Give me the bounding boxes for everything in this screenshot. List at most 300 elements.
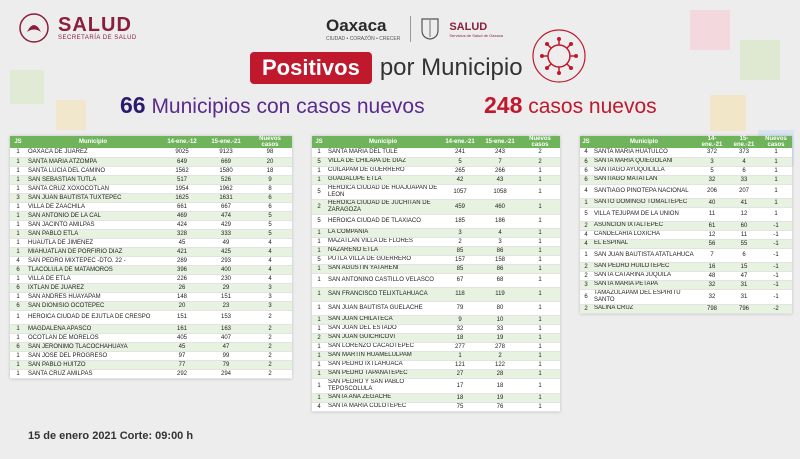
table-header-row bbox=[580, 136, 792, 148]
table-header-row bbox=[312, 136, 560, 148]
table-row bbox=[312, 287, 560, 301]
prev-cases-cell: 661 bbox=[160, 202, 204, 211]
js-cell: 1 bbox=[312, 360, 326, 369]
new-cases-cell: -1 bbox=[760, 239, 792, 248]
js-cell: 1 bbox=[312, 301, 326, 315]
table-row bbox=[312, 378, 560, 393]
table-row bbox=[312, 301, 560, 315]
municipio-cell: SANTA CATARINA JUQUILA bbox=[592, 271, 696, 280]
new-cases-cell: 1 bbox=[520, 237, 560, 246]
municipio-cell: SANTA MARIA DEL TULE bbox=[326, 148, 440, 157]
municipio-cell: SAN JUAN BAUTISTA TUXTEPEC bbox=[26, 193, 160, 202]
prev-cases-cell: 11 bbox=[696, 207, 728, 221]
prev-cases-cell: 56 bbox=[696, 239, 728, 248]
municipio-cell: SAN SEBASTIAN TUTLA bbox=[26, 175, 160, 184]
column-header: Municipio bbox=[26, 136, 160, 148]
municipio-cell: VILLA DE ZAACHILA bbox=[26, 202, 160, 211]
current-cases-cell: 425 bbox=[204, 247, 248, 256]
casos-summary bbox=[484, 92, 657, 119]
oaxaca-logo-subtitle: CIUDAD • CORAZÓN • CRECER bbox=[326, 36, 401, 42]
table-row bbox=[312, 228, 560, 237]
current-cases-cell: 10 bbox=[480, 315, 520, 324]
js-cell: 4 bbox=[312, 402, 326, 411]
js-cell: 6 bbox=[580, 289, 592, 304]
current-cases-cell: 9123 bbox=[204, 148, 248, 157]
new-cases-cell: 2 bbox=[248, 342, 292, 351]
table-row bbox=[580, 271, 792, 280]
current-cases-cell: 11 bbox=[728, 230, 760, 239]
new-cases-cell: 1 bbox=[520, 255, 560, 264]
prev-cases-cell: 20 bbox=[160, 301, 204, 310]
table-row bbox=[10, 238, 292, 247]
municipio-cell: SAN DIONISIO OCOTEPEC bbox=[26, 301, 160, 310]
prev-cases-cell: 26 bbox=[160, 283, 204, 292]
js-cell: 2 bbox=[312, 199, 326, 214]
js-cell: 3 bbox=[10, 193, 26, 202]
new-cases-cell: 1 bbox=[520, 175, 560, 184]
table-header-row bbox=[10, 136, 292, 148]
current-cases-cell: 60 bbox=[728, 221, 760, 230]
prev-cases-cell: 1562 bbox=[160, 166, 204, 175]
municipio-cell: SANTA CRUZ AMILPAS bbox=[26, 369, 160, 378]
current-cases-cell: 76 bbox=[480, 402, 520, 411]
js-cell: 1 bbox=[312, 315, 326, 324]
prev-cases-cell: 421 bbox=[160, 247, 204, 256]
new-cases-cell: 6 bbox=[248, 193, 292, 202]
new-cases-cell: 1 bbox=[520, 273, 560, 287]
table-row bbox=[312, 175, 560, 184]
salud-logo-text: SALUD bbox=[58, 14, 132, 36]
new-cases-cell: 4 bbox=[248, 256, 292, 265]
js-cell: 5 bbox=[580, 207, 592, 221]
prev-cases-cell: 396 bbox=[160, 265, 204, 274]
municipio-cell: HEROICA CIUDAD DE TLAXIACO bbox=[326, 214, 440, 228]
js-cell: 1 bbox=[10, 220, 26, 229]
municipio-cell: SANTA MARIA HUATULCO bbox=[592, 148, 696, 157]
prev-cases-cell: 67 bbox=[440, 273, 480, 287]
prev-cases-cell: 121 bbox=[440, 360, 480, 369]
table-row bbox=[10, 247, 292, 256]
municipio-cell: SANTA MARIA QUIEGOLANI bbox=[592, 157, 696, 166]
table-row bbox=[312, 148, 560, 157]
new-cases-cell: 1 bbox=[760, 184, 792, 198]
table-row bbox=[10, 310, 292, 324]
current-cases-cell: 667 bbox=[204, 202, 248, 211]
table-row bbox=[312, 351, 560, 360]
js-cell: 2 bbox=[580, 221, 592, 230]
js-cell: 6 bbox=[10, 283, 26, 292]
js-cell: 1 bbox=[580, 198, 592, 207]
js-cell: 1 bbox=[10, 324, 26, 333]
new-cases-cell: 1 bbox=[520, 369, 560, 378]
current-cases-cell: 3 bbox=[480, 237, 520, 246]
current-cases-cell: 4 bbox=[728, 157, 760, 166]
js-cell: 4 bbox=[580, 239, 592, 248]
current-cases-cell: 153 bbox=[204, 310, 248, 324]
current-cases-cell: 230 bbox=[204, 274, 248, 283]
js-cell: 2 bbox=[312, 333, 326, 342]
table-row bbox=[580, 280, 792, 289]
new-cases-cell: 1 bbox=[520, 184, 560, 199]
current-cases-cell: 294 bbox=[204, 369, 248, 378]
current-cases-cell: 68 bbox=[480, 273, 520, 287]
prev-cases-cell: 161 bbox=[160, 324, 204, 333]
new-cases-cell: 1 bbox=[760, 198, 792, 207]
column-header: JS bbox=[10, 136, 26, 148]
table-row bbox=[10, 351, 292, 360]
table-row bbox=[312, 360, 560, 369]
new-cases-cell: 1 bbox=[520, 315, 560, 324]
municipio-cell: SAN PEDRO HUILOTEPEC bbox=[592, 262, 696, 271]
new-cases-cell: 1 bbox=[520, 246, 560, 255]
prev-cases-cell: 5 bbox=[696, 166, 728, 175]
municipio-cell: SAN JUAN DEL ESTADO bbox=[326, 324, 440, 333]
js-cell: 1 bbox=[10, 351, 26, 360]
new-cases-cell: 1 bbox=[760, 207, 792, 221]
prev-cases-cell: 40 bbox=[696, 198, 728, 207]
prev-cases-cell: 9025 bbox=[160, 148, 204, 157]
current-cases-cell: 86 bbox=[480, 246, 520, 255]
js-cell: 1 bbox=[10, 157, 26, 166]
column-header: Nuevos casos bbox=[760, 136, 792, 148]
prev-cases-cell: 45 bbox=[160, 342, 204, 351]
prev-cases-cell: 27 bbox=[440, 369, 480, 378]
prev-cases-cell: 16 bbox=[696, 262, 728, 271]
table-row bbox=[10, 175, 292, 184]
table-row bbox=[312, 393, 560, 402]
current-cases-cell: 407 bbox=[204, 333, 248, 342]
municipios-summary bbox=[120, 92, 425, 119]
prev-cases-cell: 372 bbox=[696, 148, 728, 157]
table-row bbox=[10, 360, 292, 369]
prev-cases-cell: 277 bbox=[440, 342, 480, 351]
current-cases-cell: 333 bbox=[204, 229, 248, 238]
new-cases-cell: -1 bbox=[760, 221, 792, 230]
new-cases-cell: 18 bbox=[248, 166, 292, 175]
prev-cases-cell: 5 bbox=[440, 157, 480, 166]
municipio-cell: GUADALUPE ETLA bbox=[326, 175, 440, 184]
column-header: 15-ene.-21 bbox=[480, 136, 520, 148]
prev-cases-cell: 1 bbox=[440, 351, 480, 360]
js-cell: 4 bbox=[580, 184, 592, 198]
prev-cases-cell: 7 bbox=[696, 248, 728, 262]
js-cell: 1 bbox=[312, 228, 326, 237]
js-cell: 1 bbox=[312, 148, 326, 157]
municipio-cell: SAN JUAN GUICHICOVI bbox=[326, 333, 440, 342]
municipio-cell: CANDELARIA LOXICHA bbox=[592, 230, 696, 239]
new-cases-cell: -1 bbox=[760, 248, 792, 262]
municipio-cell: SAN JUAN BAUTISTA ATATLAHUCA bbox=[592, 248, 696, 262]
table-row bbox=[10, 324, 292, 333]
current-cases-cell: 33 bbox=[728, 175, 760, 184]
municipio-cell: SAN LORENZO CACAOTEPEC bbox=[326, 342, 440, 351]
prev-cases-cell: 151 bbox=[160, 310, 204, 324]
new-cases-cell: 1 bbox=[520, 351, 560, 360]
table-row bbox=[10, 184, 292, 193]
column-header: 14-ene.-21 bbox=[696, 136, 728, 148]
js-cell: 1 bbox=[10, 333, 26, 342]
new-cases-cell: 2 bbox=[248, 324, 292, 333]
current-cases-cell: 31 bbox=[728, 289, 760, 304]
page-title bbox=[250, 52, 523, 84]
prev-cases-cell: 3 bbox=[440, 228, 480, 237]
prev-cases-cell: 241 bbox=[440, 148, 480, 157]
logo-divider bbox=[410, 16, 411, 42]
new-cases-cell: 4 bbox=[248, 247, 292, 256]
municipio-cell: SANTIAGO MATATLAN bbox=[592, 175, 696, 184]
prev-cases-cell: 32 bbox=[440, 324, 480, 333]
prev-cases-cell: 32 bbox=[696, 175, 728, 184]
current-cases-cell: 151 bbox=[204, 292, 248, 301]
coat-of-arms-icon bbox=[421, 18, 439, 40]
js-cell: 1 bbox=[10, 148, 26, 157]
table-row bbox=[312, 369, 560, 378]
prev-cases-cell: 265 bbox=[440, 166, 480, 175]
municipio-cell: SAN JACINTO AMILPAS bbox=[26, 220, 160, 229]
municipio-cell: SANTO DOMINGO TOMALTEPEC bbox=[592, 198, 696, 207]
js-cell: 5 bbox=[312, 157, 326, 166]
municipio-cell: ASUNCION IXTALTEPEC bbox=[592, 221, 696, 230]
js-cell: 1 bbox=[10, 369, 26, 378]
current-cases-cell: 19 bbox=[480, 333, 520, 342]
column-header: Nuevos casos bbox=[248, 136, 292, 148]
js-cell: 1 bbox=[312, 175, 326, 184]
new-cases-cell: -1 bbox=[760, 280, 792, 289]
current-cases-cell: 28 bbox=[480, 369, 520, 378]
js-cell: 1 bbox=[312, 264, 326, 273]
table-row bbox=[312, 157, 560, 166]
prev-cases-cell: 32 bbox=[696, 289, 728, 304]
js-cell: 6 bbox=[580, 166, 592, 175]
current-cases-cell: 6 bbox=[728, 248, 760, 262]
js-cell: 5 bbox=[312, 214, 326, 228]
current-cases-cell: 293 bbox=[204, 256, 248, 265]
new-cases-cell: 20 bbox=[248, 157, 292, 166]
cutoff-date: 15 de enero 2021 Corte: 09:00 h bbox=[28, 430, 194, 442]
municipio-cell: HEROICA CIUDAD DE HUAJUAPAN DE LEON bbox=[326, 184, 440, 199]
municipio-cell: SAN MARTIN HUAMELULPAM bbox=[326, 351, 440, 360]
new-cases-cell: 2 bbox=[248, 333, 292, 342]
js-cell: 5 bbox=[312, 255, 326, 264]
municipio-cell: PUTLA VILLA DE GUERRERO bbox=[326, 255, 440, 264]
prev-cases-cell: 12 bbox=[696, 230, 728, 239]
new-cases-cell: -1 bbox=[760, 262, 792, 271]
current-cases-cell: 266 bbox=[480, 166, 520, 175]
new-cases-cell: 1 bbox=[520, 402, 560, 411]
new-cases-cell: 1 bbox=[520, 333, 560, 342]
js-cell: 4 bbox=[580, 148, 592, 157]
municipio-cell: SALINA CRUZ bbox=[592, 304, 696, 313]
column-header: Municipio bbox=[326, 136, 440, 148]
js-cell: 1 bbox=[312, 273, 326, 287]
current-cases-cell: 429 bbox=[204, 220, 248, 229]
table-row bbox=[312, 255, 560, 264]
table-row bbox=[10, 211, 292, 220]
table-body bbox=[312, 148, 560, 411]
municipio-cell: SAN PABLO HUITZO bbox=[26, 360, 160, 369]
new-cases-cell: 2 bbox=[248, 310, 292, 324]
current-cases-cell: 12 bbox=[728, 207, 760, 221]
municipios-label: Municipios con casos nuevos bbox=[151, 95, 425, 118]
current-cases-cell: 474 bbox=[204, 211, 248, 220]
js-cell: 1 bbox=[10, 292, 26, 301]
current-cases-cell: 55 bbox=[728, 239, 760, 248]
current-cases-cell: 1058 bbox=[480, 184, 520, 199]
prev-cases-cell: 32 bbox=[696, 280, 728, 289]
table-row bbox=[580, 175, 792, 184]
prev-cases-cell: 18 bbox=[440, 333, 480, 342]
municipio-cell: SAN JERONIMO TLACOCHAHUAYA bbox=[26, 342, 160, 351]
new-cases-cell: 1 bbox=[520, 264, 560, 273]
column-header: 15-ene.-21 bbox=[728, 136, 760, 148]
prev-cases-cell: 185 bbox=[440, 214, 480, 228]
js-cell: 1 bbox=[312, 351, 326, 360]
current-cases-cell: 23 bbox=[204, 301, 248, 310]
current-cases-cell: 122 bbox=[480, 360, 520, 369]
municipios-count: 66 bbox=[120, 92, 146, 118]
column-header: JS bbox=[580, 136, 592, 148]
prev-cases-cell: 328 bbox=[160, 229, 204, 238]
prev-cases-cell: 61 bbox=[696, 221, 728, 230]
municipio-cell: SANTA MARIA ATZOMPA bbox=[26, 157, 160, 166]
new-cases-cell: 1 bbox=[520, 287, 560, 301]
current-cases-cell: 400 bbox=[204, 265, 248, 274]
table-row bbox=[10, 148, 292, 157]
new-cases-cell: 5 bbox=[248, 229, 292, 238]
current-cases-cell: 1962 bbox=[204, 184, 248, 193]
municipio-cell: SANTIAGO PINOTEPA NACIONAL bbox=[592, 184, 696, 198]
current-cases-cell: 47 bbox=[204, 342, 248, 351]
table-row bbox=[312, 246, 560, 255]
js-cell: 1 bbox=[580, 248, 592, 262]
table-row bbox=[580, 207, 792, 221]
new-cases-cell: 1 bbox=[760, 175, 792, 184]
table-body bbox=[10, 148, 292, 378]
table-row bbox=[10, 220, 292, 229]
js-cell: 1 bbox=[10, 166, 26, 175]
js-cell: 2 bbox=[580, 262, 592, 271]
casos-count: 248 bbox=[484, 92, 523, 118]
column-header: Nuevos casos bbox=[520, 136, 560, 148]
new-cases-cell: 1 bbox=[520, 301, 560, 315]
municipio-cell: SAN ANDRES HUAYAPAM bbox=[26, 292, 160, 301]
municipio-cell: SAN PEDRO Y SAN PABLO TEPOSCOLULA bbox=[326, 378, 440, 393]
prev-cases-cell: 157 bbox=[440, 255, 480, 264]
table-row bbox=[312, 273, 560, 287]
js-cell: 1 bbox=[10, 274, 26, 283]
new-cases-cell: 1 bbox=[520, 360, 560, 369]
table-row bbox=[312, 184, 560, 199]
municipio-cell: MIAHUATLAN DE PORFIRIO DIAZ bbox=[26, 247, 160, 256]
new-cases-cell: 3 bbox=[248, 292, 292, 301]
js-cell: 1 bbox=[312, 393, 326, 402]
municipio-cell: EL ESPINAL bbox=[592, 239, 696, 248]
table-row bbox=[10, 292, 292, 301]
current-cases-cell: 49 bbox=[204, 238, 248, 247]
table-row bbox=[312, 199, 560, 214]
current-cases-cell: 243 bbox=[480, 148, 520, 157]
current-cases-cell: 2 bbox=[480, 351, 520, 360]
js-cell: 1 bbox=[10, 175, 26, 184]
new-cases-cell: 2 bbox=[248, 369, 292, 378]
js-cell: 6 bbox=[10, 301, 26, 310]
current-cases-cell: 33 bbox=[480, 324, 520, 333]
prev-cases-cell: 42 bbox=[440, 175, 480, 184]
current-cases-cell: 31 bbox=[728, 280, 760, 289]
municipio-cell: TAMAZULAPAM DEL ESPIRITU SANTO bbox=[592, 289, 696, 304]
js-cell: 1 bbox=[10, 310, 26, 324]
column-header: 14-ene.-12 bbox=[160, 136, 204, 148]
prev-cases-cell: 469 bbox=[160, 211, 204, 220]
new-cases-cell: 2 bbox=[520, 157, 560, 166]
municipio-cell: SAN JUAN BAUTISTA GUELACHE bbox=[326, 301, 440, 315]
table-row bbox=[312, 166, 560, 175]
table-row bbox=[580, 230, 792, 239]
table-body bbox=[580, 148, 792, 313]
js-cell: 3 bbox=[580, 280, 592, 289]
municipio-cell: CUILAPAM DE GUERRERO bbox=[326, 166, 440, 175]
js-cell: 1 bbox=[10, 211, 26, 220]
table-row bbox=[580, 166, 792, 175]
table-row bbox=[10, 301, 292, 310]
table-row bbox=[10, 166, 292, 175]
table-row bbox=[580, 239, 792, 248]
current-cases-cell: 43 bbox=[480, 175, 520, 184]
prev-cases-cell: 405 bbox=[160, 333, 204, 342]
js-cell: 2 bbox=[580, 271, 592, 280]
current-cases-cell: 119 bbox=[480, 287, 520, 301]
cases-table-2 bbox=[312, 136, 560, 412]
table-row bbox=[10, 256, 292, 265]
table-row bbox=[312, 214, 560, 228]
new-cases-cell: 4 bbox=[248, 265, 292, 274]
current-cases-cell: 19 bbox=[480, 393, 520, 402]
mexico-eagle-icon bbox=[18, 12, 50, 44]
new-cases-cell: 2 bbox=[248, 351, 292, 360]
js-cell: 1 bbox=[10, 184, 26, 193]
js-cell: 2 bbox=[580, 304, 592, 313]
virus-icon bbox=[531, 28, 587, 84]
current-cases-cell: 15 bbox=[728, 262, 760, 271]
js-cell: 1 bbox=[312, 342, 326, 351]
js-cell: 4 bbox=[10, 256, 26, 265]
prev-cases-cell: 2 bbox=[440, 237, 480, 246]
municipio-cell: MAGDALENA APASCO bbox=[26, 324, 160, 333]
municipio-cell: MAZATLAN VILLA DE FLORES bbox=[326, 237, 440, 246]
prev-cases-cell: 226 bbox=[160, 274, 204, 283]
js-cell: 6 bbox=[10, 342, 26, 351]
prev-cases-cell: 79 bbox=[440, 301, 480, 315]
js-cell: 1 bbox=[10, 247, 26, 256]
js-cell: 1 bbox=[10, 238, 26, 247]
column-header: Municipio bbox=[592, 136, 696, 148]
prev-cases-cell: 85 bbox=[440, 264, 480, 273]
new-cases-cell: 1 bbox=[520, 378, 560, 393]
table-row bbox=[580, 304, 792, 313]
new-cases-cell: 98 bbox=[248, 148, 292, 157]
table-row bbox=[10, 342, 292, 351]
prev-cases-cell: 45 bbox=[160, 238, 204, 247]
current-cases-cell: 526 bbox=[204, 175, 248, 184]
prev-cases-cell: 1954 bbox=[160, 184, 204, 193]
current-cases-cell: 278 bbox=[480, 342, 520, 351]
prev-cases-cell: 289 bbox=[160, 256, 204, 265]
municipio-cell: OCOTLAN DE MORELOS bbox=[26, 333, 160, 342]
table-row bbox=[10, 369, 292, 378]
municipio-cell: SAN JUAN CHILATECA bbox=[326, 315, 440, 324]
table-row bbox=[312, 402, 560, 411]
prev-cases-cell: 97 bbox=[160, 351, 204, 360]
